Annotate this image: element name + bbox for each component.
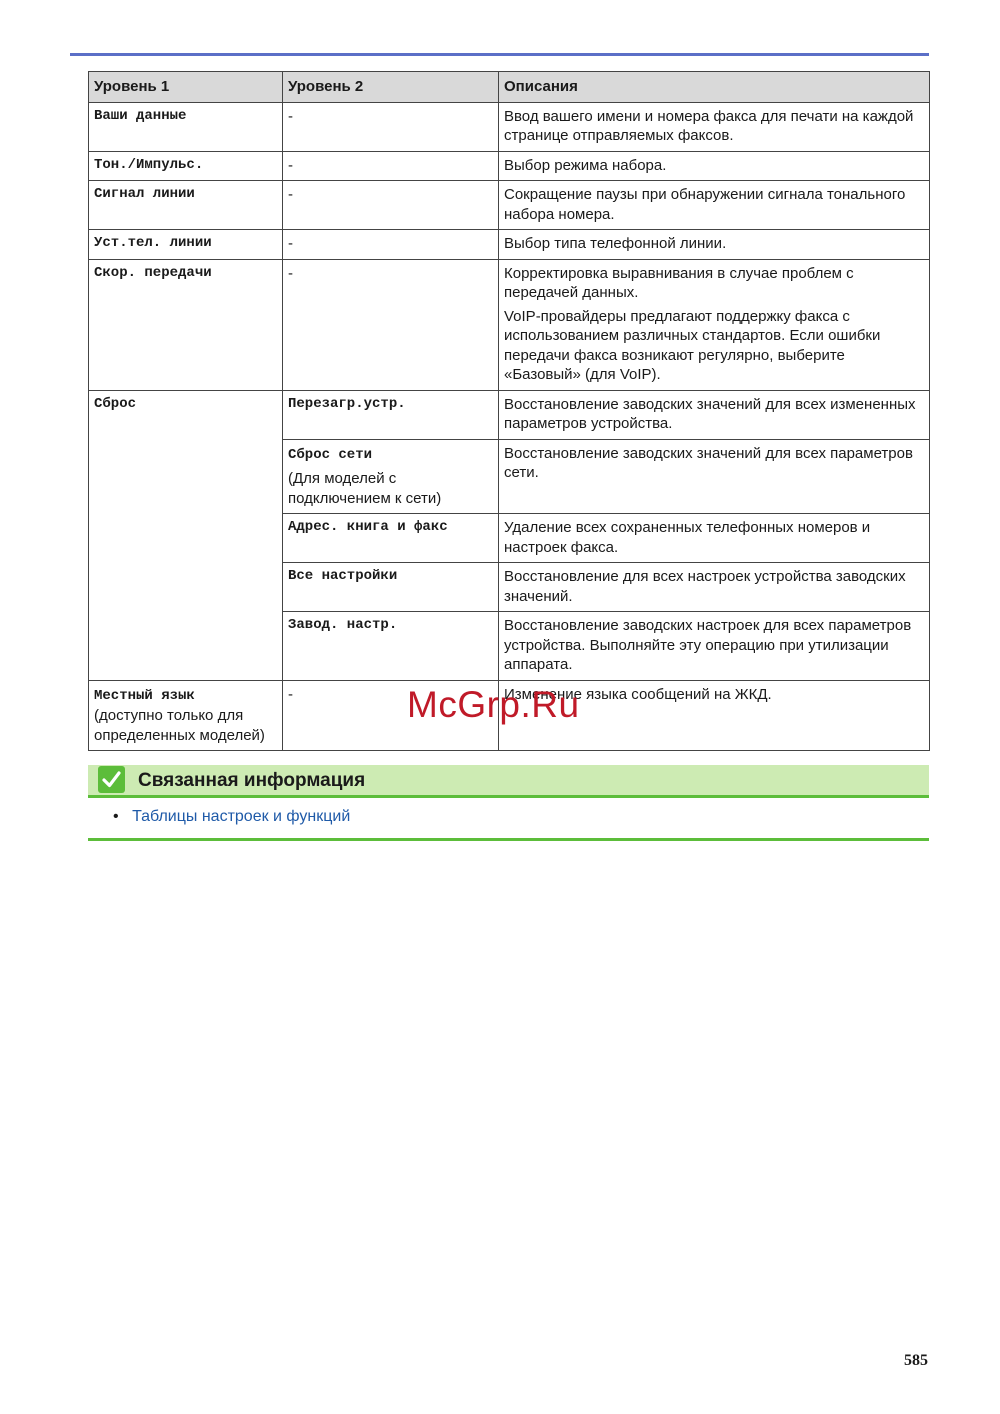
header-level2: Уровень 2 bbox=[283, 72, 499, 103]
top-rule bbox=[70, 53, 929, 56]
checkmark-icon bbox=[98, 766, 125, 793]
description-cell bbox=[499, 259, 930, 390]
level1-cell: Уст.тел. линии bbox=[89, 230, 283, 260]
bottom-rule bbox=[88, 838, 929, 841]
table-row bbox=[89, 390, 930, 439]
level1-label: Местный язык bbox=[94, 687, 195, 704]
level2-cell: Адрес. книга и факс bbox=[283, 514, 499, 563]
level2-cell: - bbox=[283, 102, 499, 151]
level1-cell: Ваши данные bbox=[89, 102, 283, 151]
description-cell: Восстановление для всех настроек устройства заводских значений. bbox=[499, 563, 930, 612]
table-row bbox=[89, 151, 930, 181]
level2-label: Сброс сети bbox=[288, 446, 373, 463]
related-link-settings-tables[interactable]: Таблицы настроек и функций bbox=[132, 808, 351, 825]
related-info-title: Связанная информация bbox=[138, 770, 366, 791]
settings-table bbox=[88, 71, 930, 751]
watermark: McGrp.Ru bbox=[407, 684, 580, 725]
level2-cell bbox=[283, 439, 499, 514]
level2-cell: Завод. настр. bbox=[283, 612, 499, 681]
level2-cell: - bbox=[283, 181, 499, 230]
header-level1: Уровень 1 bbox=[89, 72, 283, 103]
description-cell: Выбор типа телефонной линии. bbox=[499, 230, 930, 260]
related-info-header bbox=[88, 765, 929, 798]
level1-cell: Сброс bbox=[89, 390, 283, 680]
level2-cell: - bbox=[283, 151, 499, 181]
description-cell: Выбор режима набора. bbox=[499, 151, 930, 181]
description-cell: Сокращение паузы при обнаружении сигнала тонального набора номера. bbox=[499, 181, 930, 230]
level2-cell: - bbox=[283, 259, 499, 390]
description-cell: Восстановление заводских значений для всех параметров сети. bbox=[499, 439, 930, 514]
table-row bbox=[89, 230, 930, 260]
description-cell: Изменение языка сообщений на ЖКД. bbox=[499, 680, 930, 751]
table-header-row bbox=[89, 72, 930, 103]
level1-cell bbox=[89, 680, 283, 751]
level1-cell: Скор. передачи bbox=[89, 259, 283, 390]
bullet-icon: • bbox=[113, 808, 119, 825]
page-number: 585 bbox=[904, 1352, 928, 1369]
level2-cell: - bbox=[283, 230, 499, 260]
level2-note: (Для моделей с подключением к сети) bbox=[288, 470, 442, 507]
table-row bbox=[89, 181, 930, 230]
header-description: Описания bbox=[499, 72, 930, 103]
table-row bbox=[89, 102, 930, 151]
table-row bbox=[89, 259, 930, 390]
level2-cell: - bbox=[283, 680, 499, 751]
level2-cell: Все настройки bbox=[283, 563, 499, 612]
description-cell: Удаление всех сохраненных телефонных номеров и настроек факса. bbox=[499, 514, 930, 563]
description-paragraph: VoIP-провайдеры предлагают поддержку факса с использованием различных стандартов. Если ошибки передачи факса возникают регулярно, выберите «Базовый» (для VoIP). bbox=[504, 307, 881, 383]
description-cell: Восстановление заводских настроек для всех параметров устройства. Выполняйте эту операцию при утилизации аппарата. bbox=[499, 612, 930, 681]
description-paragraph: Корректировка выравнивания в случае проблем с передачей данных. bbox=[504, 264, 854, 301]
level1-note: (доступно только для определенных моделей) bbox=[94, 707, 265, 744]
description-cell: Восстановление заводских значений для всех измененных параметров устройства. bbox=[499, 390, 930, 439]
level2-cell: Перезагр.устр. bbox=[283, 390, 499, 439]
level1-cell: Тон./Импульс. bbox=[89, 151, 283, 181]
description-cell: Ввод вашего имени и номера факса для печати на каждой странице отправляемых факсов. bbox=[499, 102, 930, 151]
level1-cell: Сигнал линии bbox=[89, 181, 283, 230]
related-links-list bbox=[113, 808, 350, 826]
